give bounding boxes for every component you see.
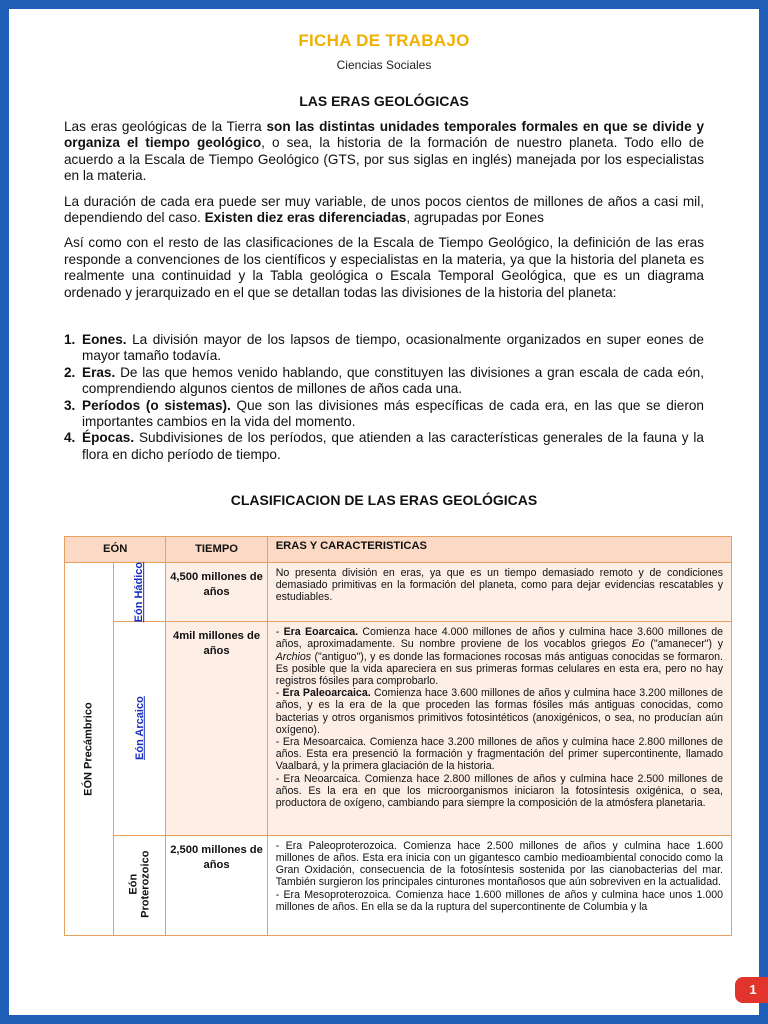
- p1-bold: son las distintas unidades temporales formales en que se divide y organiza el tiempo geológico: [64, 119, 704, 151]
- era-term: Era Paleoarcaica.: [282, 687, 371, 700]
- header-eon: EÓN: [65, 537, 166, 563]
- desc-cell: No presenta división en eras, ya que es un tiempo demasiado remoto y de condiciones demasiado primitivas en la formación del planeta, como para dejar evidencias rescatables y estudiables.: [267, 563, 731, 622]
- worksheet-subtitle: Ciencias Sociales: [336, 58, 432, 72]
- era-mesoproterozoica: - Era Mesoproterozoica. Comienza hace 1.600 millones de años y culmina hace unos 1.000 millones de años. En ella se da la ruptura del supercontinente de Columbia y la: [275, 888, 723, 913]
- list-item: [64, 332, 704, 365]
- list-text: La división mayor de los lapsos de tiempo, ocasionalmente organizados en super eones de mayor tamaño todavía.: [82, 332, 704, 364]
- list-text: De las que hemos venido hablando, que constituyen las divisiones a gran escala de cada eón, comprendiendo algunos cientos de millones de años cada una.: [82, 364, 704, 397]
- eon-proterozoico-label: Eón Proterozoico: [127, 850, 152, 918]
- desc-cell: [267, 835, 731, 935]
- p2-bold: Existen diez eras diferenciadas: [204, 210, 407, 226]
- era-paleoproterozoica: - Era Paleoproterozoica. Comienza hace 2.500 millones de años y culmina hace 1.600 millones de años. Esta era inicia con un gigantesco cambio medioambiental conocido como la Gran Oxidación, consecuencia de la fotosíntesis sostenida por las cianobacterias del mar. También surgieron los principales cinturones montañosos que aún sobreviven en la actualidad.: [275, 839, 723, 889]
- era-text: Comienza hace 3.600 millones de años y culmina hace 3.200 millones de años, y es la era de la que proceden las formas fósiles más antiguas conocidas, como bacterias y otros organismos primitivos fotosintéticos (anoxigénicos, o sea, no producían aún oxígeno).: [275, 687, 723, 736]
- list-item: [64, 398, 704, 431]
- era-text: Comienza hace 4.000 millones de años y culmina hace 3.600 millones de años, aproximadamente. Su nombre proviene de los vocablos griegos: [275, 626, 723, 651]
- paragraph-3: Así como con el resto de las clasificaciones de la Escala de Tiempo Geológico, la definición de las eras responde a convenciones de los científicos y especialistas en la materia, ya que la historia del planeta es realmente una continuidad y la Tabla geológica o Escala Temporal Geológica, que es un diagrama ordenado y jerarquizado en el que se detallan todas las divisiones de la historia del planeta:: [64, 235, 704, 300]
- list-term: Eras.: [82, 364, 116, 380]
- p1-text-c: , o sea, la historia de la formación de nuestro planeta. Todo ello de acuerdo a la Escala de Tiempo Geológico (GTS, por sus siglas en inglés) manejada por los especialistas en la materia.: [64, 135, 705, 184]
- tiempo-cell: 4mil millones de años: [166, 622, 267, 836]
- era-italic: Archios: [275, 650, 312, 663]
- era-text: ("amanecer") y: [644, 638, 723, 651]
- list-item: [64, 430, 704, 463]
- table-row: [65, 835, 732, 935]
- list-text: Subdivisiones de los períodos, que atienden a las características generales de la fauna y la flora en dicho período de tiempo.: [82, 430, 704, 462]
- outer-eon-label: EÓN Precámbrico: [82, 702, 95, 796]
- list-number: 3.: [64, 397, 76, 413]
- table-row: [65, 563, 732, 622]
- section-title-eras: LAS ERAS GEOLÓGICAS: [299, 93, 469, 109]
- tiempo-cell: 4,500 millones de años: [166, 563, 267, 622]
- list-number: 2.: [64, 364, 76, 380]
- header-eras: ERAS Y CARACTERISTICAS: [267, 537, 731, 563]
- paragraph-2: [64, 194, 704, 227]
- era-neoarcaica: - Era Neoarcaica. Comienza hace 2.800 millones de años y culmina hace 2.500 millones de años. Es la era en que los microorganismos iniciaron la fotosíntesis oxigénica, o sea, productora de oxígeno, cambiando para siempre la composición de la atmósfera planetaria.: [275, 772, 723, 809]
- era-dash: -: [275, 626, 284, 639]
- list-term: Eones.: [82, 332, 127, 347]
- eon-cell: [113, 622, 166, 836]
- list-number: 4.: [64, 430, 76, 446]
- era-mesoarcaica: - Era Mesoarcaica. Comienza hace 3.200 millones de años y culmina hace 2.800 millones de años. Esta era presenció la formación y fragmentación del primer supercontinente, llamado Vaalbará, y la primera glaciación de la historia.: [275, 735, 723, 773]
- list-term: Épocas.: [82, 430, 135, 446]
- eon-hadico-link[interactable]: Eón Hádico: [133, 561, 146, 623]
- worksheet-title: FICHA DE TRABAJO: [298, 31, 470, 50]
- eon-cell: [113, 563, 166, 622]
- tiempo-cell: 2,500 millones de años: [166, 835, 267, 935]
- divisions-list: [64, 332, 704, 463]
- outer-eon-cell: [65, 563, 114, 936]
- page-number-badge: 1: [735, 977, 768, 1003]
- paragraph-1: [64, 119, 704, 185]
- era-term: Era Eoarcaica.: [283, 626, 359, 639]
- p1-text-a: Las eras geológicas de la Tierra: [64, 119, 267, 134]
- p2-text-c: , agrupadas por Eones: [406, 210, 544, 226]
- desc-cell: [267, 622, 731, 836]
- era-eoarcaica: [276, 626, 723, 687]
- p2-text-a: La duración de cada era puede ser muy variable, de unos pocos cientos de millones de años a casi mil, dependiendo del caso.: [64, 193, 704, 226]
- section-title-classification: CLASIFICACION DE LAS ERAS GEOLÓGICAS: [230, 492, 538, 508]
- list-text: Que son las divisiones más específicas de cada era, en las que se dieron importantes cambios en la vida del momento.: [82, 397, 704, 430]
- list-item: [64, 365, 704, 398]
- list-number: 1.: [64, 332, 76, 347]
- list-term: Períodos (o sistemas).: [82, 397, 231, 413]
- table-header-row: [65, 537, 732, 563]
- eon-arcaico-link[interactable]: Eón Arcaico: [133, 696, 146, 761]
- eras-table: [64, 536, 732, 936]
- era-dash: -: [275, 687, 283, 700]
- table-row: [65, 622, 732, 836]
- eon-cell: [113, 835, 166, 935]
- era-text: ("antiguo"), y es donde las formaciones rocosas más antiguas conocidas se formaron. Es posible que la vida apareciera en sus primeras formas celulares en esta era, pero no hay registros fósiles para comprobarlo.: [275, 650, 723, 687]
- header-tiempo: TIEMPO: [166, 537, 267, 563]
- era-italic: Eo: [631, 638, 645, 651]
- intro-text: [64, 119, 704, 310]
- era-paleoarcaica: [276, 687, 723, 736]
